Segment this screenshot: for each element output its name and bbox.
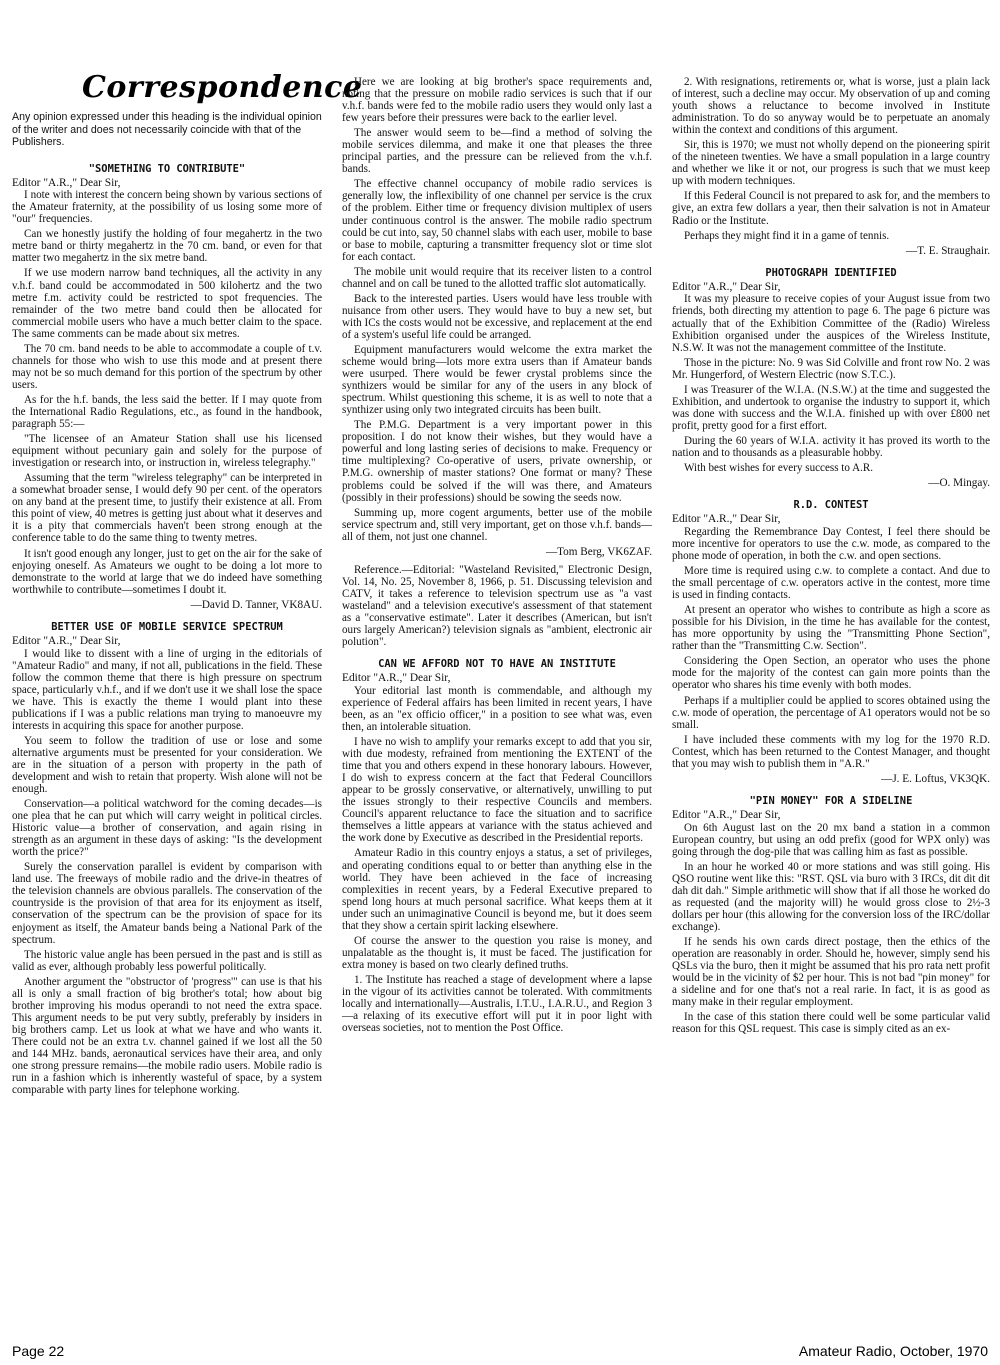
letter-paragraph: Of course the answer to the question you raise is money, and unpalatable as the thought is, it must be faced. The justification for extra money is based on two clearly defined truths.	[342, 934, 652, 971]
letter-paragraph: Assuming that the term "wireless telegraphy" can be interpreted in a somewhat broader sense, I would defy 90 per cent. of the operators on any band at the present time, to justify their existence at all. From this point of view, 40 metres is getting just about what it deserves and it is a pity that commercials haven't been strong enough at the conference table to do the same thing to twenty metres.	[12, 472, 322, 545]
letter-paragraph: Perhaps if a multiplier could be applied to scores obtained using the c.w. mode of operation, the percentage of A1 operators would not be so small.	[672, 694, 990, 731]
letter-salutation: Editor "A.R.," Dear Sir,	[342, 672, 451, 685]
letter-paragraph: Perhaps they might find it in a game of tennis.	[684, 229, 890, 242]
letter-paragraph: During the 60 years of W.I.A. activity it has proved its worth to the nation and to thousands as a pleasurable hobby.	[672, 434, 990, 459]
letter-paragraph: Here we are looking at big brother's space requirements and, noting that the pressure on mobile radio services is such that if our v.h.f. bands were fed to the mobile radio users they would only last a few years before their pressures were back to the earlier level.	[342, 76, 652, 125]
letter-paragraph: Can we honestly justify the holding of four megahertz in the two metre band or thirty megahertz in the 70 cm. band, or even for that matter two megahertz in the six metre band.	[12, 228, 322, 265]
letter-headline: BETTER USE OF MOBILE SERVICE SPECTRUM	[51, 621, 283, 634]
letter-photograph-identified	[672, 267, 990, 489]
letter-rd-contest	[672, 499, 990, 785]
column-left	[12, 70, 363, 1099]
letter-paragraph: The historic value angle has been persued in the past and is still as valid as ever, although probably less powerful politically.	[12, 948, 322, 973]
letter-paragraph: Back to the interested parties. Users would have less trouble with nuisance from other users. They would have to buy a new set, but with ICs the costs would not be excessive, and replacement at the end of a system's useful life could be arranged.	[342, 292, 652, 341]
letter-paragraph: In an hour he worked 40 or more stations and was still going. His QSO routine went like this: "RST. QSL via buro with 3 IRCs, dit dit dit dah dit dah." Simple arithmetic will show that if all those he worked do as requested (and the majority will) he would gross close to 2½-3 dollars per hour (this allowing for the conversion loss of the IRC/dollar exchange).	[672, 860, 990, 933]
letter-paragraph: Regarding the Remembrance Day Contest, I feel there should be more incentive for operators to use the c.w. mode, as compared to the phone mode of operation, in both the c.w. and open sections.	[672, 525, 990, 562]
letter-paragraph: Summing up, more cogent arguments, better use of the mobile service spectrum and, still very important, get on those v.h.f. bands—all of them, not just one channel.	[342, 506, 652, 543]
letter-paragraph: I have included these comments with my log for the 1970 R.D. Contest, which has been returned to the Contest Manager, and thought that you may wish to publish them in "A.R."	[672, 733, 990, 770]
letter-paragraph: Considering the Open Section, an operator who uses the phone mode for the majority of the contest can gain more points than the operator who shares his time evenly with both modes.	[672, 655, 990, 692]
letter-headline: "PIN MONEY" FOR A SIDELINE	[749, 795, 913, 808]
letter-headline: R.D. CONTEST	[793, 499, 869, 512]
letter-something-to-contribute	[12, 163, 322, 611]
issue-line: Amateur Radio, October, 1970	[798, 1343, 988, 1359]
letter-paragraph: It was my pleasure to receive copies of your August issue from two friends, both directing my attention to page 6. The page 6 picture was actually that of the Exhibition Committee of the (Radio) Wireless Exhibition organised under the auspices of the Wireless Institute, N.S.W. It was not the management committee of the Institute.	[672, 293, 990, 354]
letter-paragraph: 1. The Institute has reached a stage of development where a lapse in the vigour of its activities cannot be tolerated. With commitments locally and internationally—Australis, I.T.U., I.A.R.U., and Region 3—a relaxing of its executive effort will put it in poor light with overseas societies, not to mention the Post Office.	[342, 973, 652, 1035]
page-number: Page 22	[12, 1343, 65, 1359]
letter-paragraph: I was Treasurer of the W.I.A. (N.S.W.) at the time and suggested the Exhibition, and undertook to organise the industry to support it, which was done with success and the W.I.A. finished up with over £800 net profit, pretty good for a first effort.	[672, 383, 990, 432]
letter-paragraph: If he sends his own cards direct postage, then the ethics of the operation are reasonably in order. Should he, however, simply send his QSLs via the buro, then it might be assumed that his pro rata nett profit would be in the vicinity of $2 per hour. This is not bad "pin money" for a sideline and for one that's not a real rarie. In fact, it is as good as many make in their regular employment.	[672, 936, 990, 1009]
column-middle	[342, 76, 652, 1037]
intro-note: Any opinion expressed under this heading is the individual opinion of the writer and does not necessarily coincide with that of the Publishers.	[12, 111, 322, 149]
letter-paragraph: The mobile unit would require that its receiver listen to a control channel and on call be tuned to the allotted traffic slot automatically.	[342, 265, 652, 290]
letter-paragraph: I have no wish to amplify your remarks except to add that you sir, with due modesty, refrained from mentioning the EXTENT of the time that you and others expend in these honorary labours. However, I do wish to express concern at the fact that Federal Councillors appear to be grossly conservative, or alternatively, unwilling to put the issues strongly to their respective Councils and members. Council's apparent reluctance to face the situation and to sacrifice themselves a little appears at variance with the status achieved and the work done by Executive as described in the Presidential reports.	[342, 736, 652, 845]
letter-paragraph: Another argument the "obstructor of 'progress'" can use is that his all is only a small fraction of big brother's total; how about big brother improving his modus operandi to not need the extra space. This argument needs to be put very subtly, preferably by insiders in big brothers camp. Let us look at what we have and who wants it. There could not be an extra t.v. channel gained if we lost all the 50 and 144 MHz. bands, aeronautical services have their area, and only one strong pressure remains—the mobile radio users. Mobile radio is run in a fashion which is inherently wasteful of space, by a system comparable with party lines for telephone working.	[12, 975, 322, 1097]
letter-signature: —Tom Berg, VK6ZAF.	[545, 545, 652, 558]
letter-paragraph: In the case of this station there could well be some particular valid reason for this QSL request. This case is simply cited as an ex-	[672, 1011, 990, 1036]
letter-postscript: Reference.—Editorial: "Wasteland Revisited," Electronic Design, Vol. 14, No. 25, November 8, 1966, p. 51. Discussing television and CATV, it takes a reference to television spectrum use as "a vast wasteland" and a television executive's assessment of that statement as a "conservative estimate". Later it describes (American, but isn't ours largely American?) television signals as "ambient, electronic air polution".	[342, 564, 652, 649]
letter-paragraph: If we use modern narrow band techniques, all the activity in any v.h.f. band could be accommodated in 500 kilohertz and the two metre f.m. activity could be restricted to spot frequencies. The remainder of the two metre band could then be allocated for commercial mobile users who have a much better claim to the space. The same comments can be made about six metres.	[12, 267, 322, 340]
letter-paragraph: Conservation—a political watchword for the coming decades—is one plea that he can put which will carry weight in political circles. Historic value—a brother of conservation, and again rising in strength as an argument in these days of asking: "Is the development worth the price?"	[12, 798, 322, 859]
letter-signature: —T. E. Straughair.	[906, 244, 990, 257]
letter-paragraph: The effective channel occupancy of mobile radio services is generally low, the inflexibility of one channel per service is the crux of the problem. Either time or frequency division multiplex of users under continuous control is the answer. The mobile radio spectrum could be cut into, say, 50 channel slabs with each user, mobile to base or base to mobile, capturing a transmitter frequency slot or time slot for each contact.	[342, 178, 652, 263]
letter-salutation: Editor "A.R.," Dear Sir,	[672, 513, 781, 526]
letter-mobile-service-spectrum	[12, 621, 322, 1096]
letter-salutation: Editor "A.R.," Dear Sir,	[672, 809, 781, 822]
letter-paragraph: It isn't good enough any longer, just to get on the air for the sake of enjoying oneself. As Amateurs we ought to be doing a lot more to demonstrate to the world at large that we do indeed have something worthwhile to contribute—sometimes I doubt it.	[12, 547, 322, 596]
letter-paragraph: I note with interest the concern being shown by various sections of the Amateur fraternity, at the possibility of us losing some more of "our" frequencies.	[12, 189, 322, 226]
letter-paragraph: You seem to follow the tradition of use or lose and some alternative arguments must be presented for your consideration. We are in the situation of a person with property in the path of development and wish to retain that property. Wish alone will not be enough.	[12, 734, 322, 796]
letter-headline: PHOTOGRAPH IDENTIFIED	[765, 267, 897, 280]
letter-headline: "SOMETHING TO CONTRIBUTE"	[88, 162, 246, 175]
letter-paragraph: The answer would seem to be—find a method of solving the mobile services dilemma, and make it one that pleases the three principal parties, and the pressure can be relieved from the v.h.f. bands.	[342, 127, 652, 176]
letter-paragraph: Those in the picture: No. 9 was Sid Colville and front row No. 2 was Mr. Hungerford, of Western Electric (now S.T.C.).	[672, 356, 990, 381]
letter-paragraph: More time is required using c.w. to complete a contact. And due to the small percentage of c.w. operators active in the contest, more time is used in finding contacts.	[672, 565, 990, 602]
letter-signature: —J. E. Loftus, VK3QK.	[881, 772, 990, 785]
letter-headline: CAN WE AFFORD NOT TO HAVE AN INSTITUTE	[378, 658, 616, 671]
letter-paragraph: 2. With resignations, retirements or, what is worse, just a plain lack of interest, such a decline may occur. My observation of up and coming youth shows a reluctance to become involved in Institute administration. To do so anyway would be to perpetuate an anomaly within the context and conditions of this argument.	[672, 76, 990, 137]
letter-paragraph: Equipment manufacturers would welcome the extra market the scheme would bring—lots more extra users than if Amateur bands were usurped. There would be fewer crystal problems since the synthizers would be similar for any of the users in any block of spectrum. Whilst questioning this scheme, it is as well to note that a synthizer using only two integrated circuits has been built.	[342, 343, 652, 417]
letter-paragraph: If this Federal Council is not prepared to ask for, and the members to give, an extra few dollars a year, then their salvation is not in Amateur Radio or the Institute.	[672, 190, 990, 227]
letter-paragraph: Surely the conservation parallel is evident by comparison with land use. The freeways of mobile radio and the drive-in theatres of the television channels are obvious parallels. The conservation of the countryside is the provision of that area for its enjoyment as itself, conservation of the spectrum can be the provision of space for its enjoyment as itself, the Amateur bands being a National Park of the spectrum.	[12, 861, 322, 946]
letter-signature: —O. Mingay.	[928, 477, 990, 490]
letter-salutation: Editor "A.R.," Dear Sir,	[12, 176, 121, 189]
letter-paragraph: On 6th August last on the 20 mx band a station in a common European country, but using an odd prefix (good for WPX only) was going through the dog-pile that was calling him as fast as possible.	[672, 821, 990, 858]
column-right	[672, 76, 990, 1038]
letter-paragraph: Sir, this is 1970; we must not wholly depend on the pioneering spirit of the nineteen twenties. We have a small population in a large country and whether we like it or not, our progress is such that we must keep up with modern techniques.	[672, 139, 990, 188]
letter-paragraph: Amateur Radio in this country enjoys a status, a set of privileges, and operating conditions equal to or better than anything else in the world. They have been achieved in the face of increasing complexities in recent years, by a Federal Executive prepared to spend long hours at much personal sacrifice. What keeps them at it under such an unimaginative Council is beyond me, but it does seem that they show a certain spirit lacking elsewhere.	[342, 847, 652, 932]
letter-quote: "The licensee of an Amateur Station shall use his licensed equipment without pecuniary gain and solely for the purpose of investigation or research into, or instruction in, wireless telegraphy."	[12, 433, 322, 470]
letter-paragraph: The P.M.G. Department is a very important power in this proposition. I do not know their wishes, but they would have a powerful and long lasting series of decisions to make. Frequency or time multiplexing? Co-operative of users, private ownership, or P.M.G. ownership of master stations? One format or many? These problems could be solved if the will was there, and Amateurs (possibly in their professions) should be sowing the seeds now.	[342, 419, 652, 504]
letter-paragraph: With best wishes for every success to A.R.	[684, 462, 874, 475]
letter-paragraph: At present an operator who wishes to contribute as high a score as possible for his Division, in the time he has available for the contest, has more opportunity by using the "Transmitting Phone Section", rather than the "Transmitting C.w. Section".	[672, 604, 990, 653]
letter-paragraph: As for the h.f. bands, the less said the better. If I may quote from the International Radio Regulations, etc., as found in the handbook, paragraph 55:—	[12, 393, 322, 431]
letter-paragraph: Your editorial last month is commendable, and although my experience of Federal affairs has been limited in recent years, I have been, as an "ex officio officer," in a position to see what was, even then, an intolerable situation.	[342, 684, 652, 734]
letter-afford-institute	[342, 658, 652, 1034]
letter-salutation: Editor "A.R.," Dear Sir,	[12, 635, 121, 648]
letter-pin-money	[672, 795, 990, 1035]
letter-signature: —David D. Tanner, VK8AU.	[190, 598, 322, 611]
letter-salutation: Editor "A.R.," Dear Sir,	[672, 281, 781, 294]
letter-paragraph: The 70 cm. band needs to be able to accommodate a couple of t.v. channels for those who wish to use this mode and at present there may not be so much demand for this portion of the spectrum by other users.	[12, 342, 322, 391]
letter-paragraph: I would like to dissent with a line of urging in the editorials of "Amateur Radio" and many, if not all, publications in the field. These follow the common theme that there is high pressure on spectrum space, particularly v.h.f., and if we don't use it we shall lose the space we have. This is exactly the theme I would plant into these publications if I was a public relations man trying to manoeuvre my interests in acquiring this space for another purpose.	[12, 647, 322, 732]
masthead-title: Correspondence	[82, 70, 363, 105]
